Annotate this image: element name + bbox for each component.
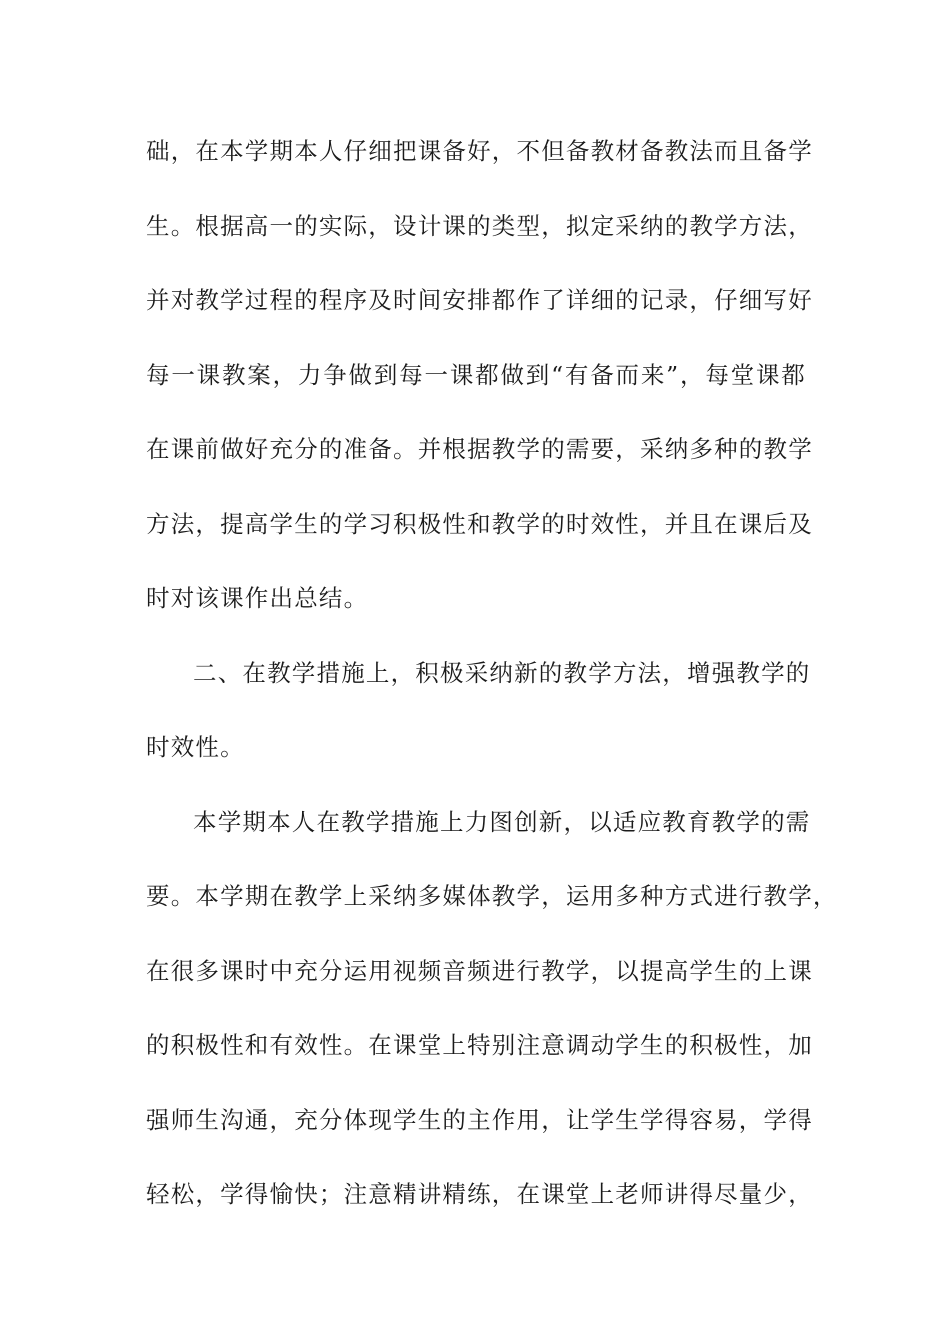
text-line: 每一课教案，力争做到每一课都做到“有备而来”，每堂课都 (146, 360, 806, 389)
text-line: 在很多课时中充分运用视频音频进行教学，以提高学生的上课 (146, 956, 813, 985)
text-line: 本学期本人在教学措施上力图创新，以适应教育教学的需 (193, 807, 811, 836)
text-line: 要。本学期在教学上采纳多媒体教学，运用多种方式进行教学， (146, 882, 838, 910)
text-line: 础，在本学期本人仔细把课备好，不但备教材备教法而且备学 (146, 137, 813, 165)
text-line: 生。根据高一的实际，设计课的类型，拟定采纳的教学方法， (146, 211, 813, 240)
section-heading-line: 二、在教学措施上，积极采纳新的教学方法，增强教学的 (193, 658, 811, 687)
text-line: 方法，提高学生的学习积极性和教学的时效性，并且在课后及 (146, 509, 813, 538)
text-line: 在课前做好充分的准备。并根据教学的需要，采纳多种的教学 (146, 435, 813, 463)
section-heading-line: 时效性。 (146, 733, 245, 761)
text-line: 时对该课作出总结。 (146, 584, 369, 612)
text-line: 的积极性和有效性。在课堂上特别注意调动学生的积极性，加 (146, 1031, 813, 1059)
document-body (146, 128, 838, 1246)
text-line: 轻松，学得愉快；注意精讲精练，在课堂上老师讲得尽量少， (146, 1180, 813, 1208)
text-line: 并对教学过程的程序及时间安排都作了详细的记录，仔细写好 (146, 286, 813, 314)
text-line: 强师生沟通，充分体现学生的主作用，让学生学得容易，学得 (146, 1105, 813, 1134)
